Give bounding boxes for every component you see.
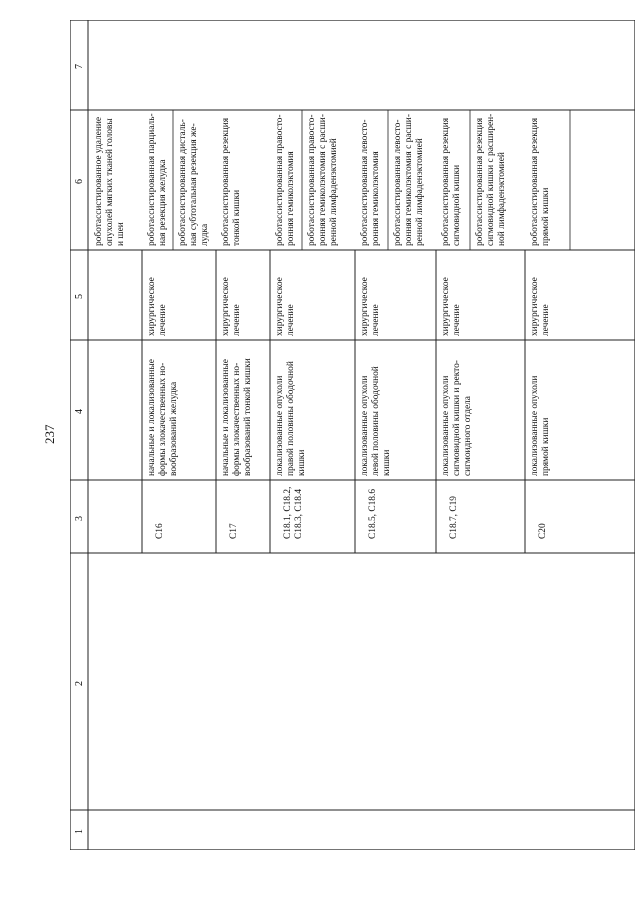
- rotated-table: [70, 20, 635, 850]
- treatment-method-cell: роботассистированная резекция тонкой кишки: [221, 117, 242, 246]
- patient-model-cell: локализованные опухоли правой половины ободочной кишки: [275, 361, 307, 476]
- diagnosis-code-cell: C16: [155, 522, 165, 539]
- treatment-method-cell: роботассистированная парциаль- ная резекция желудка: [147, 113, 168, 246]
- treatment-method-cell: роботассистированная резекция прямой кишки: [530, 117, 551, 246]
- patient-model-cell: начальные и локализованные формы злокачественных но- вообразований желудка: [147, 359, 179, 476]
- treatment-type-cell: хирургическое лечение: [275, 277, 296, 336]
- treatment-method-cell: роботассистированная дисталь- ная субтотальная резекция же- лудка: [178, 119, 210, 246]
- column-number-header: 4: [74, 409, 85, 414]
- patient-model-cell: локализованные опухоли сигмовидной кишки и ректо- сигмоидного отдела: [441, 360, 473, 476]
- treatment-method-cell: роботассистированная правосто- ронняя гемиколэктомия: [275, 114, 296, 246]
- diagnosis-code-cell: C20: [538, 522, 548, 539]
- column-number-header: 3: [74, 515, 85, 521]
- treatment-type-cell: хирургическое лечение: [221, 277, 242, 336]
- treatment-method-cell: роботассистированная резекция сигмовидной кишки: [441, 117, 462, 246]
- column-number-header: 5: [74, 294, 85, 299]
- column-number-header: 6: [74, 179, 85, 184]
- patient-model-cell: начальные и локализованные формы злокачественных но- вообразований тонкой кишки: [221, 358, 253, 476]
- treatment-type-cell: хирургическое лечение: [360, 277, 381, 336]
- treatment-method-cell: роботассистированная левосто- ронняя гемиколэктомия: [360, 119, 381, 246]
- treatment-type-cell: хирургическое лечение: [147, 277, 168, 336]
- column-number-header: 2: [74, 680, 85, 686]
- treatment-method-cell: роботассистированная левосто- ронняя гемиколэктомия с расши- ренной лимфаденэктомией: [393, 114, 425, 246]
- patient-model-cell: локализованные опухоли левой половины ободочной кишки: [360, 366, 392, 476]
- diagnosis-code-cell: C18.5, C18.6: [368, 488, 378, 539]
- column-number-header: 7: [74, 64, 85, 69]
- treatment-type-cell: хирургическое лечение: [530, 277, 551, 336]
- column-number-header: 1: [74, 829, 85, 834]
- treatment-type-cell: хирургическое лечение: [441, 277, 462, 336]
- continuation-cell: роботассистированное удаление опухолей мягких тканей головы и шеи: [94, 116, 126, 246]
- diagnosis-code-cell: C18.7, C19: [449, 495, 459, 539]
- treatment-method-cell: роботассистированная правосто- ронняя гемиколэктомия с расши- ренной лимфаденэктомией: [307, 114, 339, 246]
- patient-model-cell: локализованные опухоли прямой кишки: [530, 375, 551, 476]
- treatment-method-cell: роботассистированная резекция сигмовидной кишки с расширен- ной лимфаденэктомией: [475, 113, 507, 246]
- diagnosis-code-cell: C17: [229, 522, 239, 539]
- page-number: 237: [42, 424, 57, 444]
- diagnosis-code-cell: C18.1, C18.2, C18.3, C18.4: [283, 486, 304, 539]
